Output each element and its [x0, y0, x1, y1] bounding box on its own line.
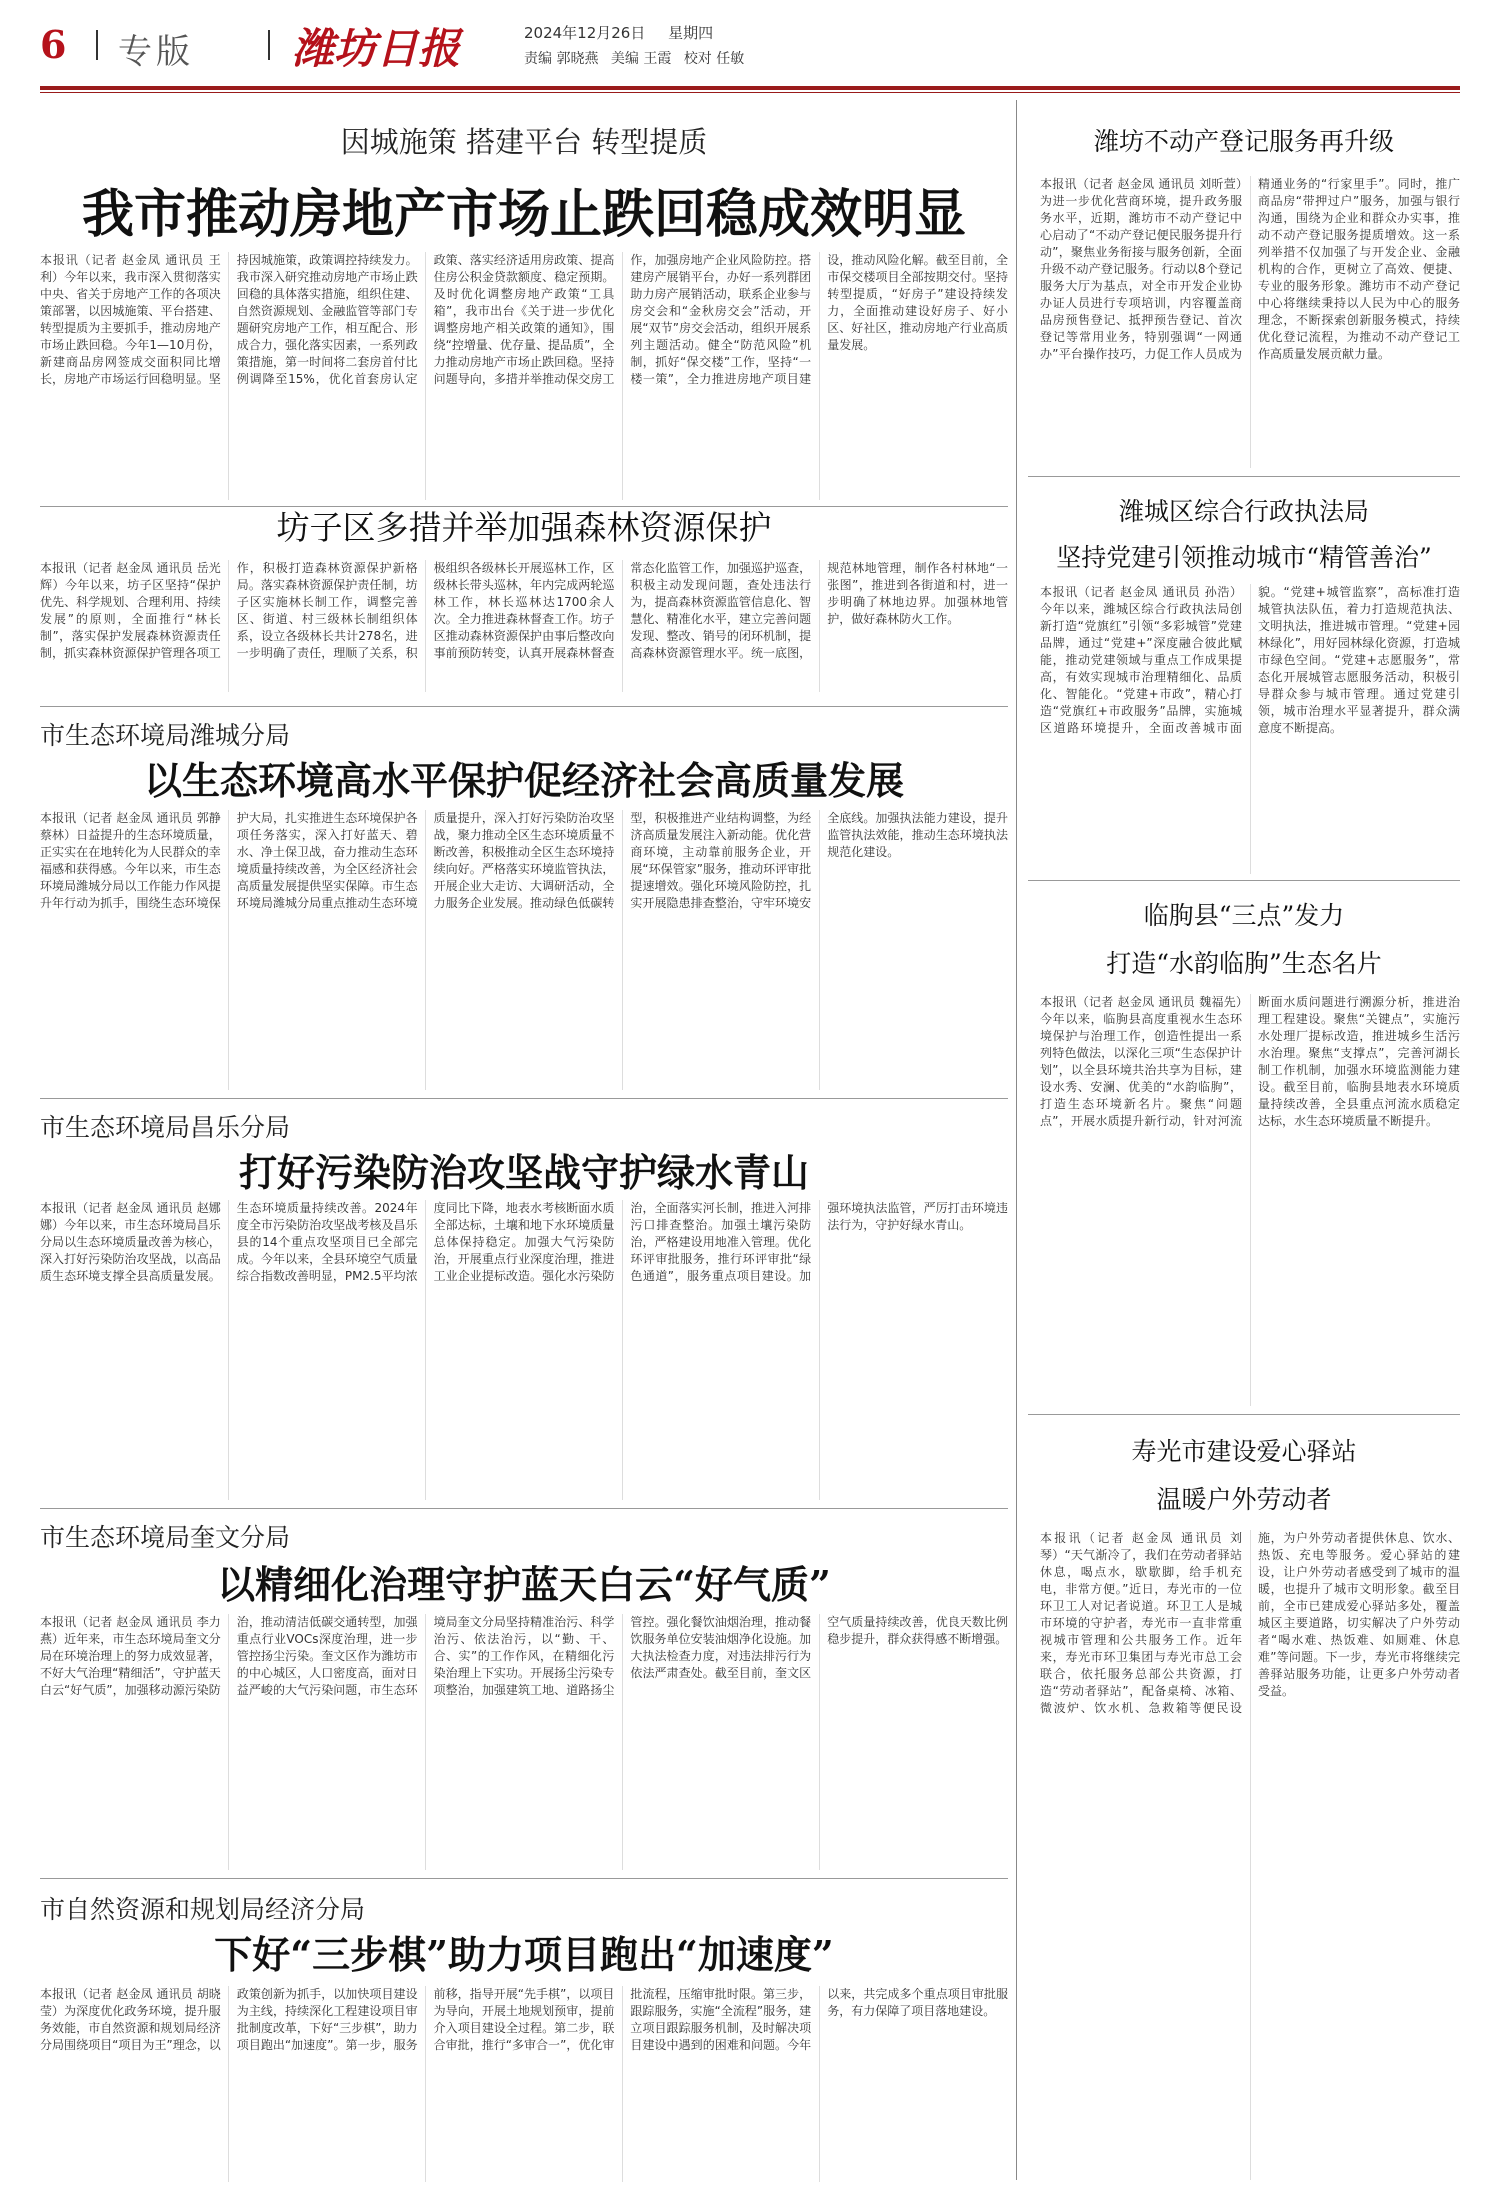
- proof-credit: 校对 任敏: [683, 51, 745, 67]
- article-6-headline: 下好“三步棋”助力项目跑出“加速度”: [214, 1932, 834, 1977]
- article-3-body: 本报讯（记者 赵金凤 通讯员 郭静 蔡林）日益提升的生态环境质量，正实实在在地转化为人民群众的幸福感和获得感。今年以来，市生态环境局潍城分局以工作能力作风提升年行动为抓手，围绕生态环境保护大局，扎实推进生态环境保护各项任务落实，深入打好蓝天、碧水、净土保卫战，奋力推动生态环境质量持续改善，为全区经济社会高质量发展提供坚实保障。市生态环境局潍城分局重点推动生态环境质量提升，深入打好污染防治攻坚战，聚力推动全区生态环境质量不断改善，积极推动全区生态环境持续向好。严格落实环境监管执法，开展企业大走访、大调研活动，全力服务企业发展。推动绿色低碳转型，积极推进产业结构调整，为经济高质量发展注入新动能。优化营商环境，主动靠前服务企业，开展“环保管家”服务，推动环评审批提速增效。强化环境风险防控，扎实开展隐患排查整治，守牢环境安全底线。加强执法能力建设，提升监管执法效能，推动生态环境执法规范化建设。: [40, 811, 1008, 910]
- masthead-separator: [96, 30, 98, 60]
- article-4-kicker: 市生态环境局昌乐分局: [40, 1113, 291, 1142]
- section-divider: [1028, 476, 1460, 477]
- section-divider: [1028, 1414, 1460, 1415]
- page-number: 6: [40, 22, 67, 67]
- article-5-headline: 以精细化治理守护蓝天白云“好气质”: [217, 1562, 831, 1607]
- section-divider: [1028, 880, 1460, 881]
- staff-credits: [524, 48, 752, 68]
- article-4-headline: 打好污染防治攻坚战守护绿水青山: [238, 1150, 809, 1195]
- right-1-headline: 潍坊不动产登记服务再升级: [1093, 127, 1394, 156]
- right-4-headline-line2: 温暖户外劳动者: [1156, 1485, 1332, 1514]
- article-2-headline: 坊子区多措并举加强森林资源保护: [276, 508, 772, 547]
- section-divider: [40, 1878, 1008, 1879]
- right-2-headline-line1: 潍城区综合行政执法局: [1118, 497, 1369, 526]
- right-3-headline-line2: 打造“水韵临朐”生态名片: [1106, 949, 1382, 978]
- right-4-headline-line1: 寿光市建设爱心驿站: [1131, 1437, 1357, 1466]
- article-1-kicker: 因城施策 搭建平台 转型提质: [340, 125, 708, 159]
- right-2-body: 本报讯（记者 赵金凤 通讯员 孙浩）今年以来，潍城区综合行政执法局创新打造“党旗红”引领“多彩城管”党建品牌，通过“党建+”深度融合彼此赋能，推动党建领域与重点工作成果提高，有效实现城市治理精细化、品质化、智能化。“党建+市政”，精心打造“党旗红+市政服务”品牌，实施城区道路环境提升，全面改善城市面貌。“党建+城管监察”，高标准打造城管执法队伍，着力打造规范执法、文明执法，推进城市管理。“党建+园林绿化”，用好园林绿化资源，打造城市绿色空间。“党建+志愿服务”，常态化开展城管志愿服务活动，积极引导群众参与城市管理。通过党建引领，城市治理水平显著提升，群众满意度不断提高。: [1040, 585, 1460, 735]
- masthead-separator: [268, 30, 270, 60]
- section-divider: [40, 1508, 1008, 1509]
- article-3-kicker: 市生态环境局潍城分局: [40, 721, 291, 750]
- article-6-kicker: 市自然资源和规划局经济分局: [40, 1895, 366, 1924]
- date-text: 2024年12月26日: [524, 24, 646, 42]
- article-5-kicker: 市生态环境局奎文分局: [40, 1523, 291, 1552]
- column-divider: [1016, 100, 1017, 2180]
- section-name: 专版: [118, 32, 194, 72]
- weekday-text: 星期四: [668, 24, 714, 42]
- right-4-body: 本报讯（记者 赵金凤 通讯员 刘琴）“天气渐冷了，我们在劳动者驿站休息，喝点水，歇歇脚，给手机充电，非常方便。”近日，寿光市的一位环卫工人对记者说道。环卫工人是城市环境的守护者，寿光市一直非常重视城市管理和公共服务工作。近年来，寿光市环卫集团与寿光市总工会联合，依托服务总部公共资源，打造“劳动者驿站”，配备桌椅、冰箱、微波炉、饮水机、急救箱等便民设施，为户外劳动者提供休息、饮水、热饭、充电等服务。爱心驿站的建设，让户外劳动者感受到了城市的温暖，也提升了城市文明形象。截至目前，全市已建成爱心驿站多处，覆盖城区主要道路，切实解决了户外劳动者“喝水难、热饭难、如厕难、休息难”等问题。下一步，寿光市将继续完善驿站服务功能，让更多户外劳动者受益。: [1040, 1531, 1460, 1715]
- article-5-body: 本报讯（记者 赵金凤 通讯员 李力 燕）近年来，市生态环境局奎文分局在环境治理上的努力成效显著，不好大气治理“精细活”，守护蓝天白云“好气质”，加强移动源污染防治，推动清洁低碳交通转型，加强重点行业VOCs深度治理，进一步管控扬尘污染。奎文区作为潍坊市的中心城区，人口密度高，面对日益严峻的大气污染问题，市生态环境局奎文分局坚持精准治污、科学治污、依法治污，以“勤、干、合、实”的工作作风，在精细化污染治理上下实功。开展扬尘污染专项整治，加强建筑工地、道路扬尘管控。强化餐饮油烟治理，推动餐饮服务单位安装油烟净化设施。加大执法检查力度，对违法排污行为依法严肃查处。截至目前，奎文区空气质量持续改善，优良天数比例稳步提升，群众获得感不断增强。: [40, 1615, 1008, 1697]
- right-3-body: 本报讯（记者 赵金凤 通讯员 魏福先）今年以来，临朐县高度重视水生态环境保护与治理工作，创造性提出一系列特色做法，以深化三项“生态保护计划”，以全县环境共治共享为目标，建设水秀、安澜、优美的“水韵临朐”，打造生态环境新名片。聚焦“问题点”，开展水质提升新行动，针对河流断面水质问题进行溯源分析，推进治理工程建设。聚焦“关键点”，实施污水处理厂提标改造，推进城乡生活污水治理。聚焦“支撑点”，完善河湖长制工作机制，加强水环境监测能力建设。截至目前，临朐县地表水环境质量持续改善，全县重点河流水质稳定达标，水生态环境质量不断提升。: [1040, 995, 1460, 1128]
- masthead-rule: [40, 86, 1460, 90]
- right-1-body: 本报讯（记者 赵金凤 通讯员 刘昕萱）为进一步优化营商环境，提升政务服务水平，近期，潍坊市不动产登记中心启动了“不动产登记便民服务提升行动”，聚焦业务衔接与服务创新，全面升级不动产登记服务。行动以8个登记服务大厅为基点，对全市开发企业协办证人员进行专项培训，内容覆盖商品房预售登记、抵押预告登记、首次登记等常用业务，特别强调“一网通办”平台操作技巧，力促工作人员成为精通业务的“行家里手”。同时，推广商品房“带押过户”服务，加强与银行沟通，围绕为企业和群众办实事，推动不动产登记服务提质增效。这一系列举措不仅加强了与开发企业、金融机构的合作，更树立了高效、便捷、专业的服务形象。潍坊市不动产登记中心将继续秉持以人民为中心的服务理念，不断探索创新服务模式，持续优化登记流程，为推动不动产登记工作高质量发展贡献力量。: [1040, 177, 1460, 361]
- paper-title: 潍坊日报: [292, 24, 461, 73]
- masthead: [0, 0, 1500, 80]
- designer-credit: 美编 王霞: [610, 51, 672, 67]
- editor-credit: 责编 郭晓燕: [524, 51, 599, 67]
- right-2-headline-line2: 坚持党建引领推动城市“精管善治”: [1056, 543, 1432, 572]
- article-2-body: 本报讯（记者 赵金凤 通讯员 岳光辉）今年以来，坊子区坚持“保护优先、科学规划、合理利用、持续发展”的原则，全面推行“林长制”，落实保护发展森林资源责任制，抓实森林资源保护管理各项工作，积极打造森林资源保护新格局。落实森林资源保护责任制，坊子区实施林长制工作，调整完善区、街道、村三级林长制组织体系，设立各级林长共计278名，进一步明确了责任，理顺了关系，积极组织各级林长开展巡林工作，区级林长带头巡林，年内完成两轮巡林工作，林长巡林达1700余人次。全力推进森林督查工作。坊子区推动森林资源保护由事后整改向事前预防转变，认真开展森林督查常态化监管工作，加强巡护巡查，积极主动发现问题，查处违法行为，提高森林资源监管信息化、智慧化、精准化水平，建立完善问题发现、整改、销号的闭环机制，提高森林资源管理水平。统一底图，规范林地管理，制作各村林地“一张图”，推进到各街道和村，进一步明确了林地边界。加强林地管护，做好森林防火工作。: [40, 561, 1008, 660]
- article-3-headline: 以生态环境高水平保护促经济社会高质量发展: [143, 758, 904, 803]
- article-6-body: 本报讯（记者 赵金凤 通讯员 胡晓 莹）为深度优化政务环境，提升服务效能，市自然资源和规划局经济分局围绕项目“项目为王”理念，以政策创新为抓手，以加快项目建设为主线，持续深化工程建设项目审批制度改革，下好“三步棋”，助力项目跑出“加速度”。第一步，服务前移，指导开展“先手棋”，以项目为导向，开展土地规划预审，提前介入项目建设全过程。第二步，联合审批，推行“多审合一”，优化审批流程，压缩审批时限。第三步，跟踪服务，实施“全流程”服务，建立项目跟踪服务机制，及时解决项目建设中遇到的困难和问题。今年以来，共完成多个重点项目审批服务，有力保障了项目落地建设。: [40, 1987, 1008, 2052]
- section-divider: [40, 1098, 1008, 1099]
- issue-date: [524, 22, 731, 43]
- article-1-headline: 我市推动房地产市场止跌回稳成效明显: [81, 184, 966, 245]
- article-4-body: 本报讯（记者 赵金凤 通讯员 赵娜 娜）今年以来，市生态环境局昌乐分局以生态环境质量改善为核心，深入打好污染防治攻坚战，以高品质生态环境支撑全县高质量发展。生态环境质量持续改善。2024年度全市污染防治攻坚战考核及昌乐县的14个重点攻坚项目已全部完成。今年以来，全县环境空气质量综合指数改善明显，PM2.5平均浓度同比下降，地表水考核断面水质全部达标，土壤和地下水环境质量总体保持稳定。加强大气污染防治，开展重点行业深度治理，推进工业企业提标改造。强化水污染防治，全面落实河长制，推进入河排污口排查整治。加强土壤污染防治，严格建设用地准入管理。优化环评审批服务，推行环评审批“绿色通道”，服务重点项目建设。加强环境执法监管，严厉打击环境违法行为，守护好绿水青山。: [40, 1201, 1008, 1283]
- right-3-headline-line1: 临朐县“三点”发力: [1143, 901, 1345, 930]
- article-1-body: 本报讯（记者 赵金凤 通讯员 王利）今年以来，我市深入贯彻落实中央、省关于房地产工作的各项决策部署，以因城施策、平台搭建、转型提质为主要抓手，推动房地产市场止跌回稳。今年1—10月份，新建商品房网签成交面积同比增长，房地产市场运行回稳明显。坚持因城施策，政策调控持续发力。我市深入研究推动房地产市场止跌回稳的具体落实措施，组织住建、自然资源规划、金融监管等部门专题研究房地产工作，相互配合、形成合力，强化落实因素，一系列政策措施，第一时间将二套房首付比例调降至15%，优化首套房认定政策、落实经济适用房政策、提高住房公积金贷款额度、稳定预期。及时优化调整房地产政策“工具箱”，我市出台《关于进一步优化调整房地产相关政策的通知》，围绕“控增量、优存量、提品质”，全力推动房地产市场止跌回稳。坚持问题导向，多措并举推动保交房工作，加强房地产企业风险防控。搭建房产展销平台，办好一系列群团助力房产展销活动，联系企业参与房交会和“金秋房交会”活动，开展“双节”房交会活动，组织开展系列主题活动。健全“防范风险”机制，抓好“保交楼”工作，坚持“一楼一策”，全力推进房地产项目建设，推动风险化解。截至目前，全市保交楼项目全部按期交付。坚持转型提质，“好房子”建设持续发力，全面推动建设好房子、好小区、好社区，推动房地产行业高质量发展。: [40, 253, 1008, 386]
- section-divider: [40, 706, 1008, 707]
- masthead-rule-thin: [40, 92, 1460, 93]
